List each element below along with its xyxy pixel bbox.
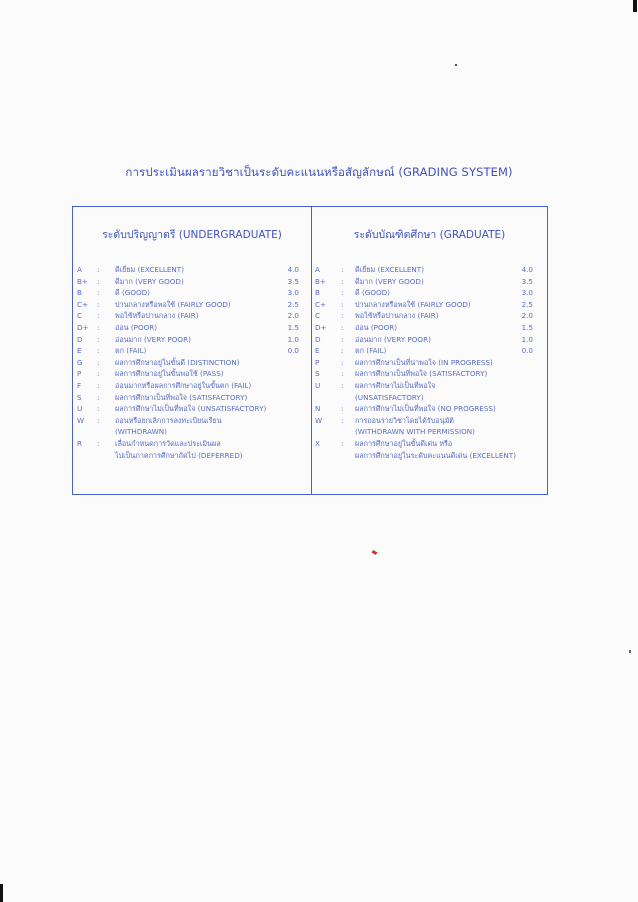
grade-description: ตก (FAIL) (355, 346, 387, 356)
grade-description: อ่อน (POOR) (355, 322, 398, 332)
grade-points: 4.0 (287, 265, 299, 274)
scan-speck (372, 550, 378, 555)
grade-colon: : (341, 346, 344, 356)
graduate-heading: ระดับบัณฑิตศึกษา (GRADUATE) (353, 229, 506, 241)
grade-row (73, 357, 311, 369)
grade-row (73, 322, 311, 334)
grade-colon: : (341, 334, 344, 344)
grade-row (73, 450, 311, 462)
grade-letter: C (77, 311, 83, 321)
grade-description: ดี (GOOD) (115, 288, 150, 298)
grade-row (312, 415, 547, 427)
grade-row (73, 438, 311, 450)
grade-letter: C+ (315, 299, 327, 309)
grade-row (312, 264, 547, 276)
grade-description: อ่อนมาก (VERY POOR) (115, 334, 191, 344)
grade-description: ผลการศึกษาอยู่ในขั้นพอใช้ (PASS) (115, 369, 224, 379)
grade-points: 1.0 (521, 334, 533, 344)
grade-description: ไปเป็นภาคการศึกษาถัดไป (DEFERRED) (115, 450, 243, 460)
grade-letter: D+ (77, 322, 89, 332)
grade-points: 4.0 (521, 265, 533, 274)
grade-points: 0.0 (521, 346, 533, 356)
grade-description: ปานกลางหรือพอใช้ (FAIRLY GOOD) (355, 299, 471, 309)
grade-colon: : (97, 322, 100, 332)
grade-points: 1.5 (521, 322, 533, 332)
grade-row (73, 264, 311, 276)
grade-row (73, 299, 311, 311)
grade-row (312, 287, 547, 299)
grade-row (312, 403, 547, 415)
grade-points: 0.0 (287, 346, 299, 356)
grade-description: ดีเยี่ยม (EXCELLENT) (355, 265, 424, 274)
grade-letter: P (315, 357, 320, 367)
grade-description: (WITHDRAWN) (115, 427, 167, 437)
grade-letter: C (315, 311, 321, 321)
grade-description: อ่อนมากหรือผลการศึกษาอยู่ในขั้นตก (FAIL) (115, 380, 252, 390)
grade-colon: : (97, 334, 100, 344)
grade-description: ผลการศึกษาอยู่ในขั้นดีเด่น หรือ (355, 438, 453, 448)
grade-colon: : (97, 311, 100, 321)
grade-colon: : (97, 369, 100, 379)
grade-description: ดีเยี่ยม (EXCELLENT) (115, 265, 184, 274)
grade-points: 1.5 (287, 322, 299, 332)
grade-colon: : (97, 380, 100, 390)
grade-letter: B+ (315, 276, 326, 286)
grade-description: พอใช้หรือปานกลาง (FAIR) (355, 311, 439, 321)
grade-description: ดี (GOOD) (355, 288, 390, 298)
grade-description: ผลการศึกษาอยู่ในขั้นดี (DISTINCTION) (115, 357, 240, 367)
grade-colon: : (341, 276, 344, 286)
grade-description: ถอนหรือยกเลิกการลงทะเบียนเรียน (115, 415, 222, 425)
grade-description: ตก (FAIL) (115, 346, 147, 356)
grade-letter: W (77, 415, 85, 425)
grade-row (73, 403, 311, 415)
grade-letter: A (77, 265, 82, 274)
grade-points: 2.5 (521, 299, 533, 309)
graduate-grade-list (312, 264, 547, 461)
grade-letter: D (77, 334, 83, 344)
grade-points: 1.0 (287, 334, 299, 344)
grade-description: ผลการศึกษาไม่เป็นที่พอใจ (UNSATISFACTORY) (115, 404, 267, 414)
grade-description: (WITHDRAWN WITH PERMISSION) (355, 427, 475, 437)
grade-row (73, 310, 311, 322)
grade-points: 3.0 (521, 288, 533, 298)
grading-table (72, 206, 548, 495)
grade-description: (UNSATISFACTORY) (355, 392, 424, 402)
grade-row (312, 380, 547, 392)
grade-points: 2.0 (521, 311, 533, 321)
grade-description: ผลการศึกษาอยู่ในระดับคะแนนดีเด่น (EXCELLENT) (355, 450, 516, 460)
grade-letter: C+ (77, 299, 89, 309)
grade-letter: F (77, 380, 82, 390)
grade-colon: : (341, 380, 344, 390)
page-title: การประเมินผลรายวิชาเป็นระดับคะแนนหรือสัญลักษณ์ (GRADING SYSTEM) (125, 165, 513, 179)
grade-colon: : (341, 299, 344, 309)
grade-description: ดีมาก (VERY GOOD) (355, 276, 424, 286)
grade-letter: N (315, 404, 321, 414)
grade-colon: : (97, 404, 100, 414)
grade-description: ผลการศึกษาเป็นที่พอใจ (SATISFACTORY) (115, 392, 248, 402)
grade-colon: : (341, 404, 344, 414)
grade-row (312, 276, 547, 288)
grade-colon: : (341, 265, 344, 274)
grade-row (73, 392, 311, 404)
grade-row (312, 310, 547, 322)
scan-edge-mark (0, 884, 3, 902)
grade-row (312, 450, 547, 462)
grade-points: 2.0 (287, 311, 299, 321)
grade-letter: B+ (77, 276, 88, 286)
grade-colon: : (341, 288, 344, 298)
grade-row (312, 322, 547, 334)
grade-colon: : (341, 357, 344, 367)
grade-colon: : (341, 311, 344, 321)
grade-points: 3.5 (521, 276, 533, 286)
grade-row (73, 415, 311, 427)
grade-row (312, 438, 547, 450)
grade-colon: : (341, 322, 344, 332)
grade-row (73, 368, 311, 380)
grade-description: เลื่อนกำหนดการวัดและประเมินผล (115, 438, 221, 448)
grade-row (312, 357, 547, 369)
grade-letter: G (77, 357, 83, 367)
grade-colon: : (341, 415, 344, 425)
grade-letter: E (77, 346, 82, 356)
grade-description: อ่อนมาก (VERY POOR) (355, 334, 431, 344)
grade-letter: D (315, 334, 321, 344)
grade-description: ดีมาก (VERY GOOD) (115, 276, 184, 286)
grade-row (73, 426, 311, 438)
grade-row (73, 287, 311, 299)
grade-letter: E (315, 346, 320, 356)
grade-description: การถอนรายวิชาโดยได้รับอนุมัติ (355, 415, 454, 425)
grade-row (312, 368, 547, 380)
grade-row (312, 392, 547, 404)
grade-colon: : (341, 369, 344, 379)
grade-description: พอใช้หรือปานกลาง (FAIR) (115, 311, 199, 321)
grade-row (312, 426, 547, 438)
grade-row (73, 380, 311, 392)
grade-colon: : (341, 438, 344, 448)
grade-row (73, 345, 311, 357)
grade-colon: : (97, 299, 100, 309)
grade-letter: D+ (315, 322, 327, 332)
graduate-column (312, 207, 547, 494)
undergraduate-grade-list (73, 264, 311, 461)
grade-letter: U (315, 380, 321, 390)
grade-letter: B (315, 288, 320, 298)
grade-description: ผลการศึกษาไม่เป็นที่พอใจ (355, 380, 436, 390)
grade-colon: : (97, 288, 100, 298)
scan-speck (455, 64, 457, 66)
grade-letter: P (77, 369, 82, 379)
undergraduate-heading: ระดับปริญญาตรี (UNDERGRADUATE) (102, 229, 282, 241)
grade-letter: R (77, 438, 82, 448)
grade-description: ปานกลางหรือพอใช้ (FAIRLY GOOD) (115, 299, 231, 309)
grade-points: 2.5 (287, 299, 299, 309)
grade-description: อ่อน (POOR) (115, 322, 158, 332)
grade-points: 3.5 (287, 276, 299, 286)
grade-points: 3.0 (287, 288, 299, 298)
grade-row (312, 345, 547, 357)
grade-row (312, 334, 547, 346)
grade-colon: : (97, 438, 100, 448)
grade-colon: : (97, 415, 100, 425)
grade-letter: A (315, 265, 320, 274)
undergraduate-column (73, 207, 311, 494)
grade-description: ผลการศึกษาไม่เป็นที่พอใจ (NO PROGRESS) (355, 404, 496, 414)
grade-row (73, 276, 311, 288)
grade-description: ผลการศึกษาเป็นที่พอใจ (SATISFACTORY) (355, 369, 488, 379)
scan-speck (629, 650, 631, 653)
grade-letter: S (77, 392, 82, 402)
grade-colon: : (97, 346, 100, 356)
grade-letter: U (77, 404, 83, 414)
grade-row (312, 299, 547, 311)
grade-colon: : (97, 392, 100, 402)
grade-letter: W (315, 415, 323, 425)
scan-edge-mark (633, 0, 637, 12)
grade-colon: : (97, 357, 100, 367)
grade-description: ผลการศึกษาเป็นที่น่าพอใจ (IN PROGRESS) (355, 357, 493, 367)
grade-row (73, 334, 311, 346)
grade-colon: : (97, 265, 100, 274)
grade-colon: : (97, 276, 100, 286)
grade-letter: S (315, 369, 320, 379)
grade-letter: X (315, 438, 320, 448)
grade-letter: B (77, 288, 82, 298)
